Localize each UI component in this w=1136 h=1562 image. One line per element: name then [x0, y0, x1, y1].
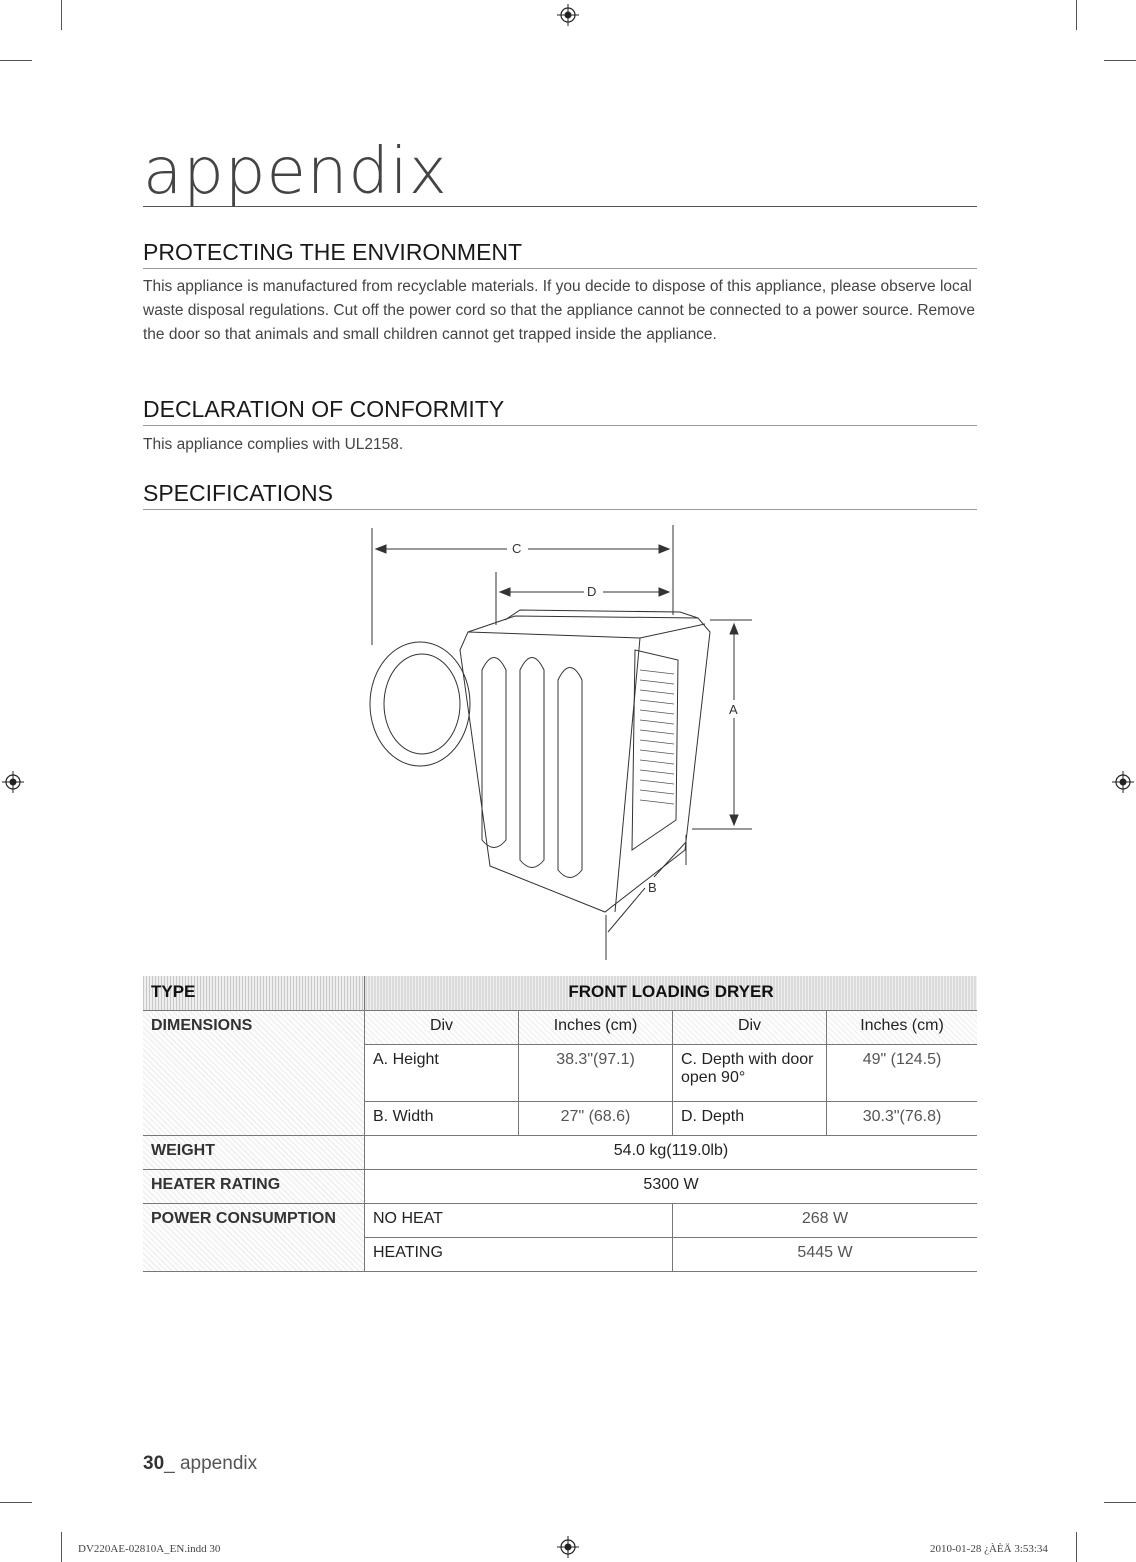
- crop-mark: [1076, 0, 1077, 30]
- heater-rating-label: HEATER RATING: [143, 1170, 365, 1204]
- dimension-label-c: C: [512, 541, 522, 556]
- dimension-name: B. Width: [365, 1102, 519, 1136]
- page-label: _ appendix: [164, 1453, 258, 1474]
- dryer-dimension-diagram: [360, 520, 760, 965]
- registration-mark-icon: [557, 1536, 579, 1558]
- environment-text: This appliance is manufactured from recyclable materials. If you decide to dispose of this appliance, please observe local waste disposal regulations. Cut off the power cord so that the appliance cannot be connected to a power source. Remove the door so that animals and small children cannot get trapped inside the appliance.: [143, 278, 976, 343]
- type-label: TYPE: [143, 976, 365, 1011]
- crop-mark: [1104, 1502, 1136, 1503]
- section-heading-specifications: SPECIFICATIONS: [143, 479, 977, 510]
- dimension-label-d: D: [587, 584, 597, 599]
- date-slug: 2010-01-28 ¿ÀÈÄ 3:53:34: [930, 1543, 1048, 1555]
- dimension-value: 38.3"(97.1): [519, 1045, 673, 1102]
- crop-mark: [61, 0, 62, 30]
- power-value: 5445 W: [673, 1238, 978, 1272]
- power-mode: HEATING: [365, 1238, 673, 1272]
- type-value: FRONT LOADING DRYER: [365, 976, 978, 1011]
- dimension-name: C. Depth with door open 90°: [673, 1045, 827, 1102]
- chapter-title: appendix: [143, 140, 977, 207]
- page-number: 30: [143, 1453, 165, 1474]
- heater-rating-value: 5300 W: [365, 1170, 978, 1204]
- file-slug: DV220AE-02810A_EN.indd 30: [78, 1543, 221, 1555]
- column-header: Div: [673, 1011, 827, 1045]
- table-row: [143, 1011, 977, 1045]
- table-row: [143, 976, 977, 1011]
- table-row: [143, 1136, 977, 1170]
- crop-mark: [1076, 1532, 1077, 1562]
- dimension-label-b: B: [648, 880, 657, 895]
- registration-mark-icon: [1112, 771, 1134, 793]
- crop-mark: [0, 60, 32, 61]
- power-value: 268 W: [673, 1204, 978, 1238]
- power-consumption-label: POWER CONSUMPTION: [143, 1204, 365, 1272]
- dimension-name: D. Depth: [673, 1102, 827, 1136]
- registration-mark-icon: [2, 771, 24, 793]
- crop-mark: [1104, 60, 1136, 61]
- conformity-text: This appliance complies with UL2158.: [143, 436, 404, 453]
- dimension-name: A. Height: [365, 1045, 519, 1102]
- column-header: Inches (cm): [519, 1011, 673, 1045]
- column-header: Inches (cm): [827, 1011, 978, 1045]
- crop-mark: [61, 1532, 62, 1562]
- crop-mark: [0, 1502, 32, 1503]
- specifications-table: [143, 976, 977, 1272]
- column-header: Div: [365, 1011, 519, 1045]
- dimension-value: 49" (124.5): [827, 1045, 978, 1102]
- dimension-label-a: A: [729, 702, 738, 717]
- section-heading-environment: PROTECTING THE ENVIRONMENT: [143, 238, 977, 269]
- page-footer: [143, 1453, 257, 1475]
- weight-label: WEIGHT: [143, 1136, 365, 1170]
- table-row: [143, 1204, 977, 1238]
- dimension-value: 30.3"(76.8): [827, 1102, 978, 1136]
- dimension-value: 27" (68.6): [519, 1102, 673, 1136]
- section-heading-conformity: DECLARATION OF CONFORMITY: [143, 395, 977, 426]
- power-mode: NO HEAT: [365, 1204, 673, 1238]
- table-row: [143, 1170, 977, 1204]
- weight-value: 54.0 kg(119.0lb): [365, 1136, 978, 1170]
- registration-mark-icon: [557, 4, 579, 26]
- dimensions-label: DIMENSIONS: [143, 1011, 365, 1136]
